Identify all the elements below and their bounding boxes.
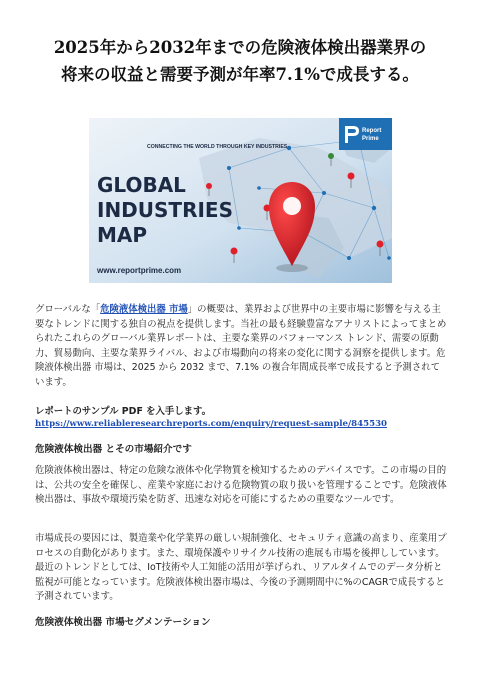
hero-url: www.reportprime.com	[97, 266, 182, 275]
market-keyword-link[interactable]: 危険液体検出器 市場	[100, 304, 188, 315]
title-line-1: 2025年から2032年までの危険液体検出器業界の	[53, 38, 427, 57]
hero-image	[89, 118, 392, 283]
hero-heading-line-2: INDUSTRIES	[97, 198, 233, 222]
hero-heading-line-3: MAP	[97, 223, 148, 247]
intro-paragraph	[35, 303, 449, 391]
logo-text-line-1: Report	[362, 128, 382, 134]
section-heading-segmentation: 危険液体検出器 市場セグメンテーション	[35, 617, 211, 628]
sample-request-link[interactable]: https://www.reliableresearchreports.com/enquiry/request-sample/845530	[35, 419, 388, 429]
intro-prefix: グローバルな「	[35, 304, 101, 315]
growth-paragraph: 市場成長の要因には、製造業や化学業界の厳しい規制強化、セキュリティ意識の高まり、産業用プロセスの自動化があります。また、環境保護やリサイクル技術の進展も市場を後押ししています。最近のトレンドとしては、IoT技術や人工知能の活用が挙げられ、リアルタイムでのデータ分析と監視が可能となっています。危険液体検出器市場は、今後の予測期間中に%のCAGRで成長すると予測されています。	[35, 533, 447, 603]
banner-text: CONNECTING THE WORLD THROUGH KEY INDUSTRIES	[147, 144, 288, 150]
intro-text: 」の概要は、業界および世界中の主要市場に影響を与える主要なトレンドに関する独自の視点を提供します。当社の最も経験豊富なアナリストによってまとめられたこれらのグローバル業界レポートは、主要な業界のパフォーマンス トレンド、需要の原動力、貿易動向、主要な業界ライバル、および市場動向の将来の変化に関する洞察を提供します。危険液体検出器 市場は、2025 から 2032 まで、7.1% の複合年間成長率で成長すると予測されています。	[35, 304, 447, 388]
world-map-illustration	[89, 118, 392, 283]
section-heading-intro: 危険液体検出器 とその市場紹介です	[35, 444, 192, 455]
logo-text-line-2: Prime	[362, 136, 379, 142]
hero-heading-line-1: GLOBAL	[97, 173, 186, 197]
page-title	[24, 34, 456, 88]
title-line-2: 将来の収益と需要予測が年率7.1%で成長する。	[61, 65, 419, 84]
reportprime-logo	[339, 118, 392, 150]
definition-paragraph: 危険液体検出器は、特定の危険な液体や化学物質を検知するためのデバイスです。この市場の目的は、公共の安全を確保し、産業や家庭における危険物質の取り扱いを管理することです。危険液体検出器は、事故や環境汚染を防ぎ、迅速な対応を可能にするための重要なツールです。	[35, 465, 447, 506]
sample-heading: レポートのサンプル PDF を入手します。	[35, 406, 211, 417]
